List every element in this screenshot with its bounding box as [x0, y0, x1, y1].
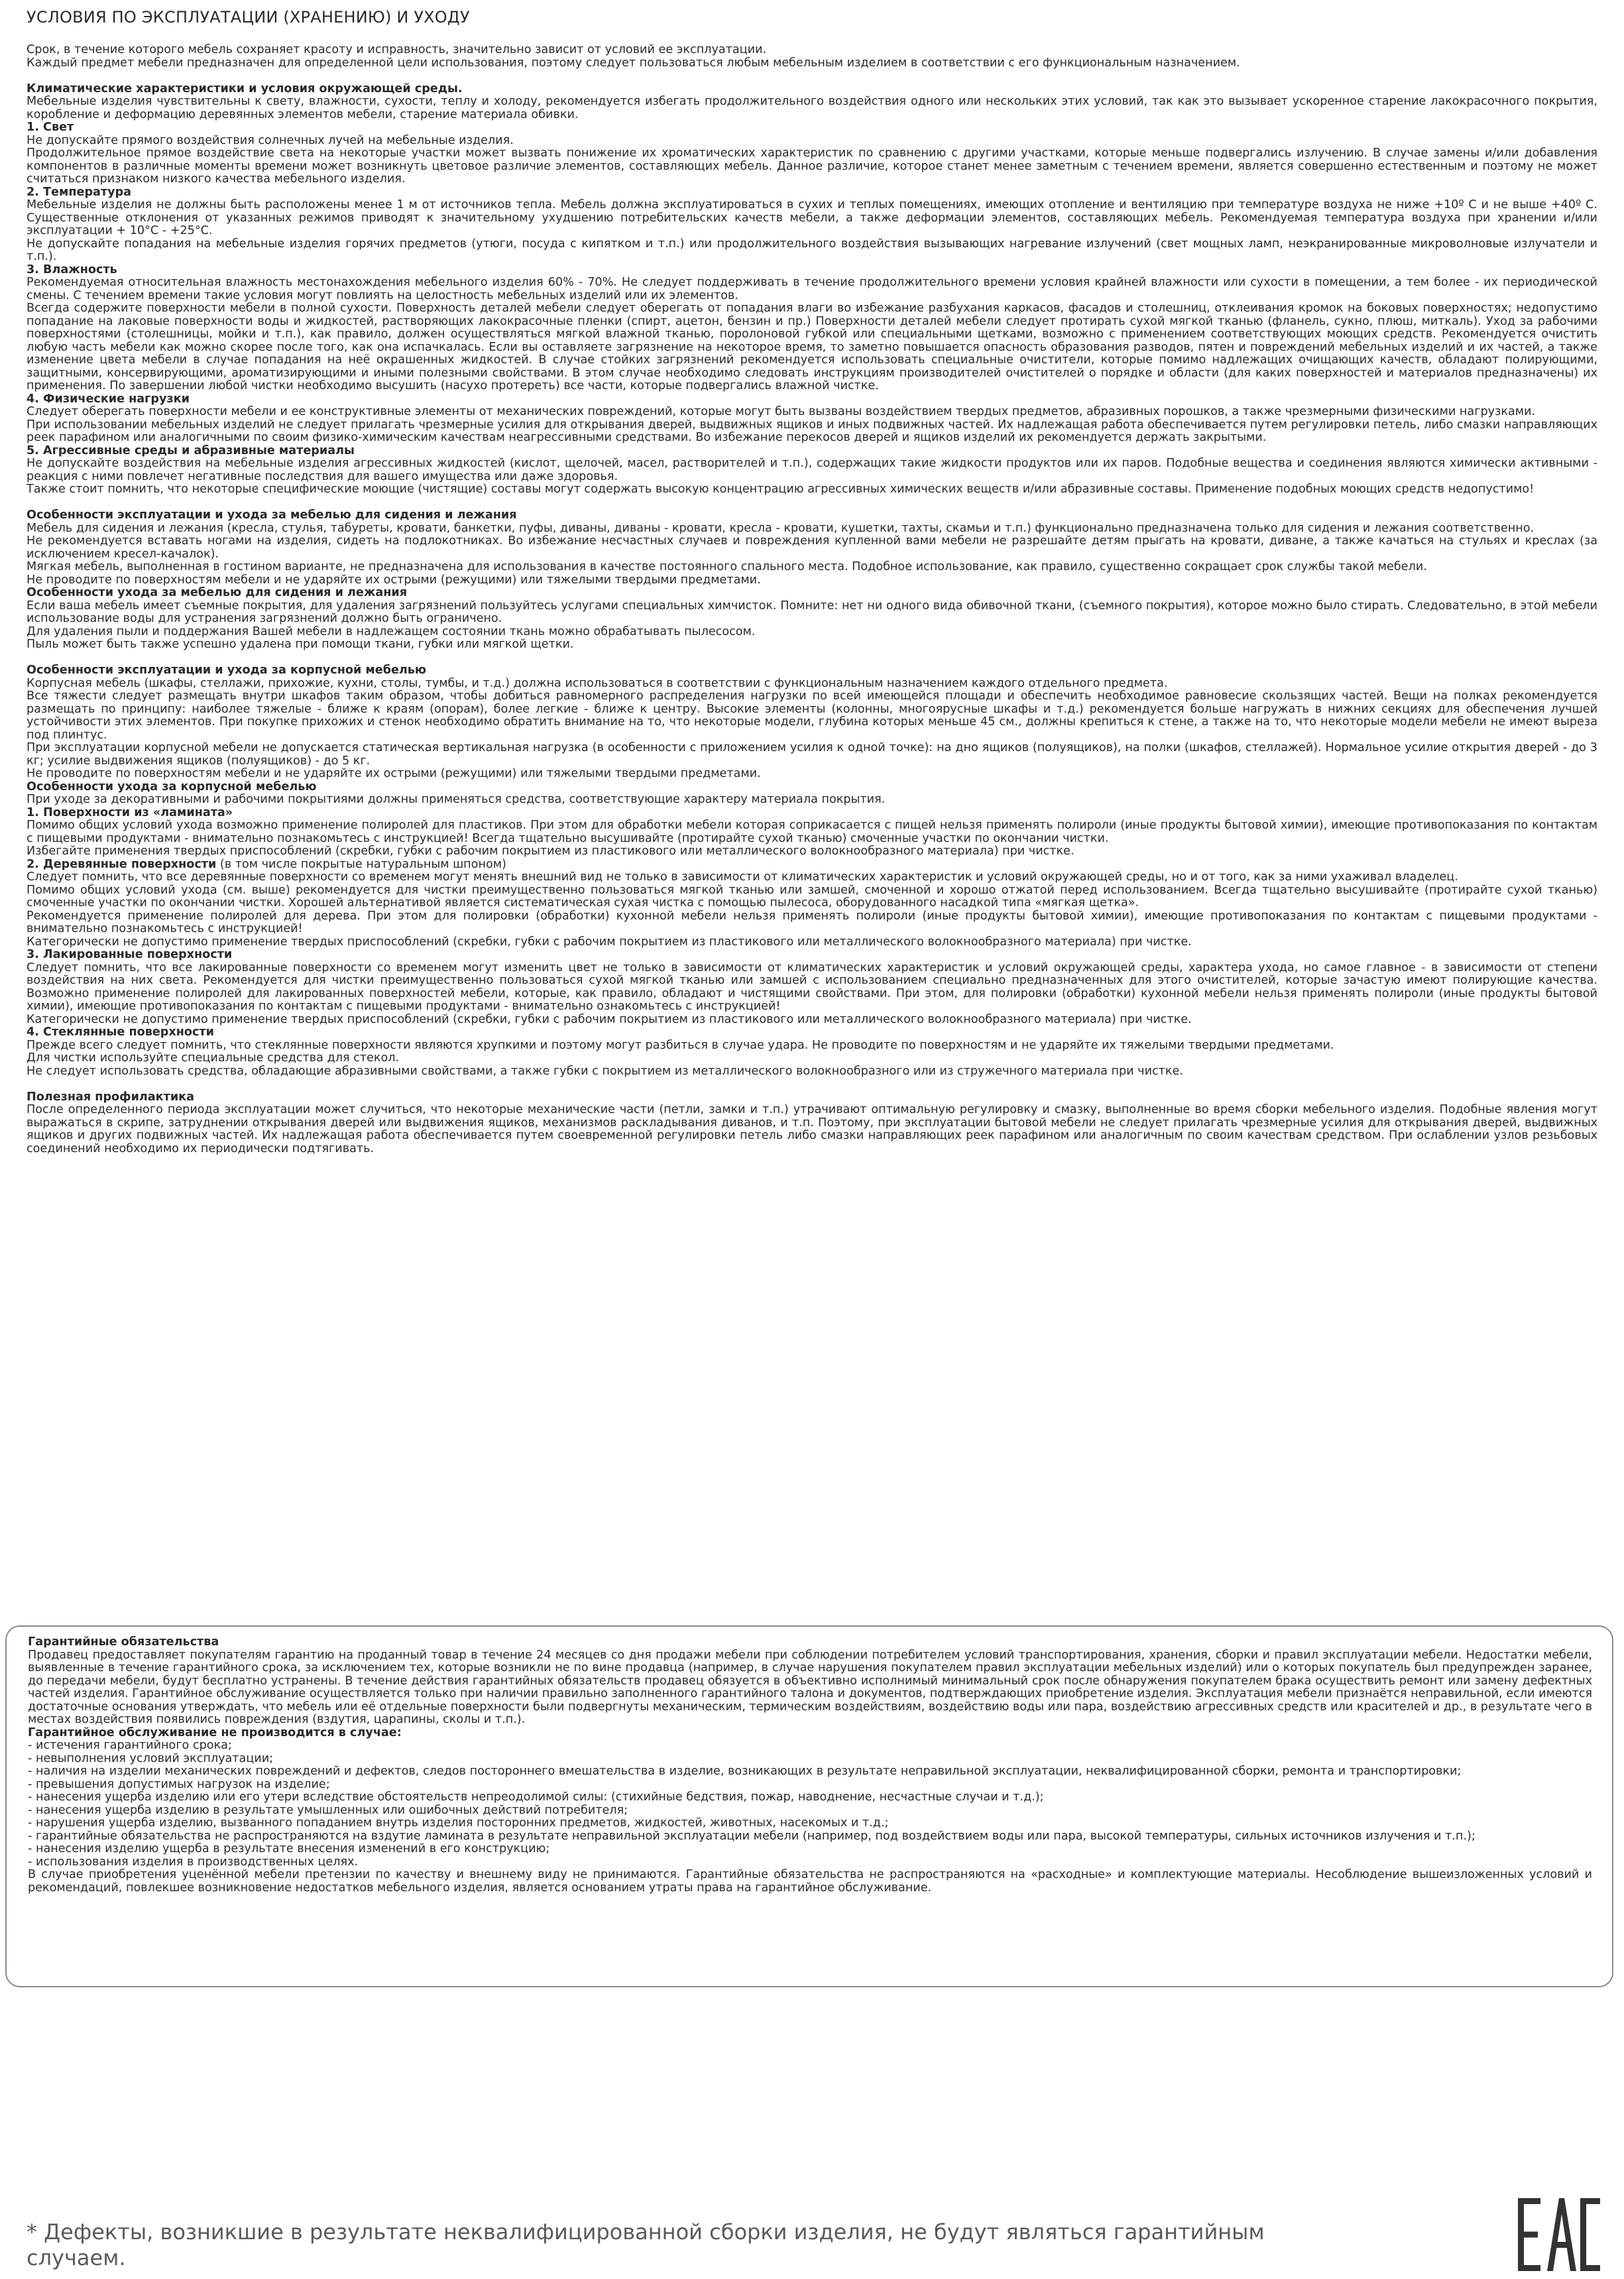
section-heading: Особенности ухода за мебелью для сидения и лежания [27, 586, 408, 599]
instructions-body [27, 44, 1597, 1155]
section-heading: 2. Температура [27, 185, 132, 199]
paragraph: Мебельные изделия не должны быть расположены менее 1 м от источников тепла. Мебель должна эксплуатироваться в сухих и теплых помещениях, имеющих отопление и вентиляцию при температуре воздуха не ниже +10º С и не выше +40º С. Существенные отклонения от указанных режимов приводят к значительному ухудшению потребительских качеств мебели, а также деформации элементов, составляющих мебель. Рекомендуемая температура воздуха при хранении и/или эксплуатации + 10°С - +25°С. [27, 198, 1597, 237]
paragraph: Категорически не допустимо применение твердых приспособлений (скребки, губки с рабочим покрытием из пластикового или металлического волокнообразного материала) при чистке. [27, 935, 1192, 949]
section-heading: 3. Влажность [27, 263, 117, 276]
section-spacer [27, 652, 1597, 665]
section-heading-bold: 2. Деревянные поверхности [27, 857, 217, 871]
section-heading: Особенности эксплуатации и ухода за корпусной мебелью [27, 664, 427, 677]
paragraph: Не допускайте прямого воздействия солнечных лучей на мебельные изделия. [27, 133, 514, 147]
section-heading: Особенности ухода за корпусной мебелью [27, 780, 317, 793]
section-heading: 1. Свет [27, 121, 74, 134]
assembly-footnote: * Дефекты, возникшие в результате неквалифицированной сборки изделия, не будут являться гарантийным случаем. [27, 2219, 1265, 2270]
paragraph: Следует оберегать поверхности мебели и ее конструктивные элементы от механических повреждений, которые могут быть вызваны воздействием твердых предметов, абразивных порошков, а также чрезмерными физическими нагрузками. [27, 405, 1536, 418]
paragraph: Для удаления пыли и поддержания Вашей мебели в надлежащем состоянии ткань можно обрабатывать пылесосом. [27, 624, 756, 638]
paragraph: - невыполнения условий эксплуатации; [28, 1751, 274, 1765]
paragraph: - нанесения изделию ущерба в результате внесения изменений в его конструкцию; [28, 1842, 550, 1855]
paragraph: Не следует использовать средства, обладающие абразивными свойствами, а также губки с покрытием из металлического волокнообразного или из стружечного материала при чистке. [27, 1064, 1183, 1078]
paragraph: При уходе за декоративными и рабочими покрытиями должны применяться средства, соответствующие характеру материала покрытия. [27, 793, 886, 806]
paragraph: Не допускайте попадания на мебельные изделия горячих предметов (утюги, посуда с кипятком и т.п.) или продолжительного воздействия вызывающих нагревание излучений (свет мощных ламп, неэкранированные микроволновые излучатели и т.п.). [27, 237, 1597, 263]
paragraph: - нанесения ущерба изделию в результате умышленных или ошибочных действий потребителя; [28, 1803, 628, 1817]
section-heading: Полезная профилактика [27, 1090, 194, 1104]
paragraph: Категорически не допустимо применение твердых приспособлений (скребки, губки с рабочим покрытием из пластикового или металлического волокнообразного материала) при чистке. [27, 1012, 1192, 1026]
paragraph: Не рекомендуется вставать ногами на изделия, сидеть на подлокотниках. Во избежание несчастных случаев и повреждения купленной вами мебели не разрешайте детям прыгать на кровати, диване, а также качаться на стульях и креслах (за исключением кресел-качалок). [27, 534, 1597, 561]
paragraph: После определенного периода эксплуатации может случиться, что некоторые механические части (петли, замки и т.п.) утрачивают оптимальную регулировку и смазку, выполненные во время сборки мебельного изделия. Подобные явления могут выражаться в скрипе, затруднении открывания дверей или выдвижения ящиков, механизмов раскладывания диванов, и т.п. Поэтому, при эксплуатации бытовой мебели не следует прилагать чрезмерные усилия для открывания дверей, выдвижных ящиков и других подвижных частей. Их надлежащая работа обеспечивается путем своевременной регулировки петель либо смазки направляющих реек парафином или аналогичным по своим качествам средством. При ослаблении узлов резьбовых соединений необходимо их периодически подтягивать. [27, 1103, 1597, 1155]
paragraph: Следует помнить, что все лакированные поверхности со временем могут изменить цвет не только в зависимости от климатических характеристик и условий окружающей среды, характера ухода, но самое главное - в зависимости от степени воздействия на них света. Рекомендуется для чистки преимущественно пользоваться сухой мягкой тканью или замшей с использованием специально предназначенных для этого очистителей, которые зачастую имеют полирующие качества. Возможно применение полиролей для лакированных поверхностей мебели, которые, как правило, обладают и чистящими свойствами. При этом, для полировки (обработки) кухонной мебели нельзя применять полироли (иные продукты бытовой химии), имеющие противопоказания по контактам с пищевыми продуктами - внимательно ознакомьтесь с инструкцией! [27, 961, 1597, 1013]
section-heading: 5. Агрессивные среды и абразивные материалы [27, 443, 355, 457]
section-heading: 4. Стеклянные поверхности [27, 1025, 214, 1039]
section-heading: 1. Поверхности из «ламината» [27, 805, 233, 819]
page-title: УСЛОВИЯ ПО ЭКСПЛУАТАЦИИ (ХРАНЕНИЮ) И УХОДУ [27, 8, 470, 27]
section-heading: Гарантийные обязательства [28, 1635, 219, 1649]
paragraph: Мебельные изделия чувствительны к свету, влажности, сухости, теплу и холоду, рекомендуется избегать продолжительного воздействия одного или нескольких этих условий, так как это вызывает ускоренное старение лакокрасочного покрытия, коробление и деформацию деревянных элементов мебели, старение материала обивки. [27, 95, 1597, 121]
paragraph: Не проводите по поверхностям мебели и не ударяйте их острыми (режущими) или тяжелыми твердыми предметами. [27, 573, 761, 587]
section-heading: Особенности эксплуатации и ухода за мебелью для сидения и лежания [27, 508, 517, 522]
paragraph: Следует помнить, что все деревянные поверхности со временем могут менять внешний вид не только в зависимости от климатических характеристик и условий окружающей среды, но и от того, как за ними ухаживал владелец. [27, 870, 1458, 884]
paragraph: Избегайте применения твердых приспособлений (скребки, губки с рабочим покрытием из пластикового или металлического волокнообразного материала) при чистке. [27, 845, 1074, 858]
section-heading: 4. Физические нагрузки [27, 392, 190, 406]
section-spacer [27, 1078, 1597, 1091]
paragraph: - нанесения ущерба изделию или его утери вследствие обстоятельств непреодолимой силы: (стихийные бедствия, пожар, наводнение, несчастные случаи и т.д.); [28, 1790, 1044, 1804]
paragraph: Помимо общих условий ухода (см. выше) рекомендуется для чистки преимущественно пользоваться мягкой тканью или замшей, смоченной и хорошо отжатой перед использованием. Всегда тщательно высушивайте (протирайте сухой тканью) смоченные участки по окончании чистки. Хорошей альтернативой является систематическая сухая чистка с помощью пылесоса, оборудованного насадкой типа «мягкая щетка». [27, 883, 1597, 909]
section-heading-note: (в том числе покрытые натуральным шпоном) [216, 857, 506, 871]
paragraph: Мягкая мебель, выполненная в гостином варианте, не предназначена для использования в качестве постоянного спального места. Подобное использование, как правило, существенно сокращает срок службы такой мебели. [27, 560, 1427, 573]
section-heading: 3. Лакированные поверхности [27, 948, 233, 961]
paragraph: - нарушения ущерба изделию, вызванного попаданием внутрь изделия посторонних предметов, жидкостей, животных, насекомых и т.д.; [28, 1816, 889, 1830]
paragraph: Не проводите по поверхностям мебели и не ударяйте их острыми (режущими) или тяжелыми твердыми предметами. [27, 767, 761, 780]
paragraph: Для чистки используйте специальные средства для стекол. [27, 1051, 400, 1065]
paragraph: Каждый предмет мебели предназначен для определенной цели использования, поэтому следует пользоваться любым мебельным изделием в соответствии с его функциональным назначением. [27, 56, 1240, 70]
section-spacer [27, 70, 1597, 83]
paragraph: - использования изделия в производственных целях. [28, 1855, 359, 1869]
paragraph: Всегда содержите поверхности мебели в полной сухости. Поверхность деталей мебели следует оберегать от попадания влаги во избежание разбухания каркасов, фасадов и столешниц, отклеивания кромок на боковых поверхностях; недопустимо попадание на лаковые поверхности воды и жидкостей, растворяющих лакокрасочные пленки (спирт, ацетон, бензин и пр.) Поверхности деталей мебели следует протирать сухой мягкой тканью (фланель, сукно, плюш, миткаль). Уход за рабочими поверхностями (столешницы, мойки и т.п.), как правило, должен осуществляться мягкой влажной тканью, поролоновой губкой или специальными щетками, возможно с применением соответствующих моющих средств. Рекомендуется очистить любую часть мебели как можно скорее после того, как она испачкалась. Если вы оставляете загрязнение на некоторое время, то заметно повышается опасность образования разводов, пятен и повреждений мебельных изделий и их частей, а также изменение цвета мебели в случае попадания на неё окрашенных жидкостей. В случае стойких загрязнений рекомендуется использовать специальные очистители, которые помимо надлежащих очищающих качеств, обладают полирующими, защитными, консервирующими, ароматизирующими и иными полезными свойствами. В этом случае необходимо следовать инструкциям производителей очистителей о порядке и области (для каких поверхностей и материалов предназначены) их применения. По завершении любой чистки необходимо высушить (насухо протереть) все части, которые подвергались влажной чистке. [27, 302, 1597, 392]
paragraph: - истечения гарантийного срока; [28, 1739, 232, 1752]
paragraph: Также стоит помнить, что некоторые специфические моющие (чистящие) составы могут содержать высокую концентрацию агрессивных химических веществ и/или абразивные составы. Применение подобных моющих средств недопустимо! [27, 483, 1535, 496]
paragraph: Рекомендуемая относительная влажность местонахождения мебельного изделия 60% - 70%. Не следует поддерживать в течение продолжительного времени условия крайней влажности или сухости в помещении, а тем более - их периодической смены. С течением времени такие условия могут повлиять на целостность мебельных изделий или их элементов. [27, 276, 1597, 302]
paragraph: Рекомендуется применение полиролей для дерева. При этом для полировки (обработки) кухонной мебели нельзя применять полироли (иные продукты бытовой химии), имеющие противопоказания по контактам с пищевыми продуктами - внимательно познакомьтесь с инструкцией! [27, 909, 1597, 935]
paragraph: Продавец предоставляет покупателям гарантию на проданный товар в течение 24 месяцев со дня продажи мебели при соблюдении потребителем условий транспортирования, хранения, сборки и правил эксплуатации мебели. Недостатки мебели, выявленные в течение гарантийного срока, за исключением тех, которые возникли не по вине продавца (например, в случае нарушения покупателем правил эксплуатации мебельных изделий) или о которых покупатель был предупрежден заранее, до передачи мебели, будут бесплатно устранены. В течение действия гарантийных обязательств продавец обязуется в объективно исполнимый минимальный срок после обнаружения покупателем брака осуществить ремонт или замену дефектных частей изделия. Гарантийное обслуживание осуществляется только при наличии правильно заполненного гарантийного талона и документов, подтверждающих приобретение изделия. Эксплуатация мебели признаётся неправильной, если имеются достаточные основания утверждать, что мебель или её отдельные поверхности были подвергнуты механическим, термическим воздействиям, воздействию воды или пара, воздействию агрессивных средств или красителей и др., в результате чего в местах воздействия появились повреждения (вздутия, царапины, сколы и т.п.). [28, 1648, 1593, 1726]
section-heading: Климатические характеристики и условия окружающей среды. [27, 82, 463, 95]
paragraph: Если ваша мебель имеет съемные покрытия, для удаления загрязнений пользуйтесь услугами специальных химчисток. Помните: нет ни одного вида обивочной ткани, (съемного покрытия), которое можно было стирать. Следовательно, в этой мебели использование воды для устранения загрязнений должно быть ограничено. [27, 599, 1597, 625]
paragraph: Продолжительное прямое воздействие света на некоторые участки может вызвать понижение их хроматических характеристик по сравнению с другими участками, которые меньше подвергались излучению. В случае замены и/или добавления компонентов в различные моменты времени может возникнуть цветовое различие элементов, составляющих мебель. Данное различие, которое станет менее заметным с течением времени, является совершенно естественным и поэтому не может считаться признаком низкого качества мебельного изделия. [27, 146, 1597, 186]
paragraph: - наличия на изделии механических повреждений и дефектов, следов постороннего вмешательства в изделие, возникающих в результате неправильной эксплуатации, неквалифицированной сборки, ремонта и транспортировки; [28, 1765, 1462, 1778]
warranty-box [5, 1625, 1613, 1987]
paragraph: Мебель для сидения и лежания (кресла, стулья, табуреты, кровати, банкетки, пуфы, диваны, диваны - кровати, кресла - кровати, кушетки, тахты, скамьи и т.п.) функционально предназначена только для сидения и лежания соответственно. [27, 521, 1535, 535]
paragraph: Все тяжести следует размещать внутри шкафов таким образом, чтобы добиться равномерного распределения нагрузки по всей имеющейся площади и обеспечить необходимое равновесие скользящих частей. Вещи на полках рекомендуется размещать по принципу: наиболее тяжелые - ближе к краям (опорам), более легкие - ближе к центру. Высокие элементы (колонны, многоярусные шкафы и т.д.) рекомендуется больше нагружать в нижних секциях для обеспечения лучшей устойчивости этих элементов. При покупке прихожих и стенок необходимо обратить внимание на то, что некоторые модели, глубина которых меньше 45 см., должны крепиться к стене, а также на то, что некоторые модели мебели не имеют выреза под плинтус. [27, 689, 1597, 742]
paragraph: Корпусная мебель (шкафы, стеллажи, прихожие, кухни, столы, тумбы, и т.д.) должна использоваться в соответствии с функциональным назначением каждого отдельного предмета. [27, 676, 1168, 690]
paragraph: Не допускайте воздействия на мебельные изделия агрессивных жидкостей (кислот, щелочей, масел, растворителей и т.п.), содержащих такие жидкости продуктов или их паров. Подобные вещества и соединения являются химически активными - реакция с ними повлечет негативные последствия для вашего имущества или даже здоровья. [27, 457, 1597, 483]
paragraph: - превышения допустимых нагрузок на изделие; [28, 1777, 330, 1791]
paragraph: Срок, в течение которого мебель сохраняет красоту и исправность, значительно зависит от условий ее эксплуатации. [27, 43, 767, 56]
paragraph: Помимо общих условий ухода возможно применение полиролей для пластиков. При этом для обработки мебели которая соприкасается с пищей нельзя применять полироли (иные продукты бытовой химии), имеющие противопоказания по контактам с пищевыми продуктами - внимательно познакомьтесь с инструкцией! Всегда тщательно высушивайте (протирайте сухой тканью) смоченные участки по окончании чистки. [27, 819, 1597, 845]
eac-certification-icon [1518, 2198, 1600, 2271]
paragraph: При эксплуатации корпусной мебели не допускается статическая вертикальная нагрузка (в особенности с приложением усилия к одной точке): на дно ящиков (полуящиков), на полки (шкафов, стеллажей). Нормальное усилие открытия дверей - до 3 кг; усилие выдвижения ящиков (полуящиков) - до 5 кг. [27, 741, 1597, 768]
section-heading: Гарантийное обслуживание не производится в случае: [28, 1725, 402, 1739]
paragraph: При использовании мебельных изделий не следует прилагать чрезмерные усилия для открывания дверей, выдвижных ящиков и иных подвижных частей. Их надлежащая работа обеспечивается путем регулировки петель, либо смазки направляющих реек парафином или аналогичными по своим физико-химическим качествам неагрессивными средствами. Во избежание перекосов дверей и ящиков изделий их рекомендуется держать закрытыми. [27, 418, 1597, 444]
paragraph: Пыль может быть также успешно удалена при помощи ткани, губки или мягкой щетки. [27, 638, 574, 651]
paragraph: - гарантийные обязательства не распространяются на вздутие ламината в результате неправильной эксплуатации мебели (например, под воздействием воды или пара, высокой температуры, сильных источников излучения и т.п.); [28, 1829, 1476, 1843]
paragraph: В случае приобретения уценённой мебели претензии по качеству и внешнему виду не принимаются. Гарантийные обязательства не распространяются на «расходные» и комплектующие материалы. Несоблюдение вышеизложенных условий и рекомендаций, повлекшее возникновение недостатков мебельного изделия, является основанием утраты права на гарантийное обслуживание. [28, 1868, 1592, 1895]
paragraph: Прежде всего следует помнить, что стеклянные поверхности являются хрупкими и поэтому могут разбиться в случае удара. Не проводите по поверхностям и не ударяйте их тяжелыми твердыми предметами. [27, 1038, 1334, 1052]
section-heading [27, 858, 1597, 872]
section-spacer [27, 497, 1597, 510]
